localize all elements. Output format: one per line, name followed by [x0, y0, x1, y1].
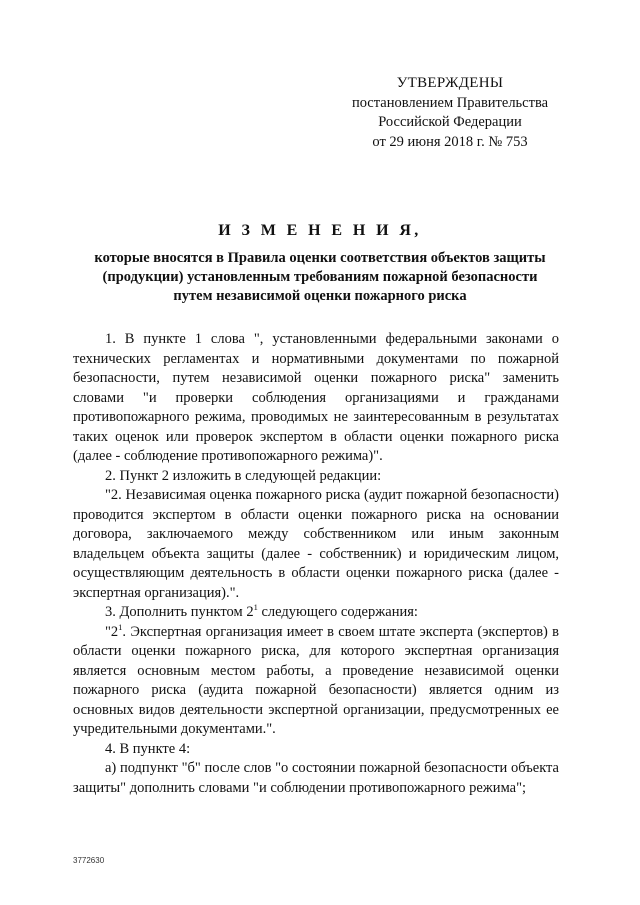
- subtitle-line-2: (продукции) установленным требованиям пожарной безопасности: [102, 269, 538, 285]
- paragraph-7: а) подпункт "б" после слов "о состоянии пожарной безопасности объекта защиты" дополнить словами "и соблюдении противопожарного режима";: [73, 760, 559, 796]
- approval-title: УТВЕРЖДЕНЫ: [396, 75, 504, 91]
- paragraph-4-text-end: следующего содержания:: [257, 604, 418, 620]
- approval-line-3: от 29 июня 2018 г. № 753: [372, 133, 528, 150]
- superscript: 1: [118, 621, 123, 632]
- document-code: 3772630: [73, 856, 105, 865]
- approval-stamp: [330, 74, 570, 152]
- paragraph-4: [73, 603, 559, 623]
- paragraph-3: "2. Независимая оценка пожарного риска (аудит пожарной безопасности) проводится экспертом в области оценки пожарного риска на основании договора, заключаемого между собственником или иным законным владельцем объекта защиты (далее - собственник) и юридическим лицом, осуществляющим деятельность в области оценки пожарного риска (далее - экспертная организация).".: [73, 487, 559, 601]
- approval-line-1: постановлением Правительства: [351, 94, 549, 111]
- paragraph-4-text: 3. Дополнить пунктом 2: [105, 604, 254, 620]
- document-body: [73, 330, 559, 798]
- paragraph-5-text: "2: [105, 623, 119, 640]
- document-subtitle: [60, 249, 580, 306]
- paragraph-1: 1. В пункте 1 слова ", установленными федеральными законами о технических регламентах и нормативными документами по пожарной безопасности, путем независимой оценки пожарного риска" заменить словами "и проверки соблюдения организациями и гражданами противопожарного режима, проводимых не заинтересованным в результатах таких оценок или проверок экспертом в области оценки пожарного риска (далее - соблюдение противопожарного режима)".: [73, 331, 559, 464]
- document-title: И З М Е Н Е Н И Я,: [218, 222, 422, 239]
- paragraph-5-text-end: . Экспертная организация имеет в своем штате эксперта (экспертов) в области оценки пожарного риска, для которого экспертная организация является основным местом работы, а проведение независимой оценки пожарного риска (аудита пожарной безопасности) является одним из основных видов деятельности экспертной организации, предусмотренных ее учредительными документами.".: [73, 623, 559, 737]
- paragraph-6: 4. В пункте 4:: [105, 740, 191, 757]
- subtitle-line-3: путем независимой оценки пожарного риска: [173, 288, 467, 304]
- paragraph-2: 2. Пункт 2 изложить в следующей редакции:: [105, 467, 382, 484]
- subtitle-line-1: которые вносятся в Правила оценки соответствия объектов защиты: [94, 250, 546, 266]
- paragraph-5: [73, 623, 559, 740]
- approval-line-2: Российской Федерации: [378, 114, 522, 130]
- superscript: 1: [253, 602, 258, 612]
